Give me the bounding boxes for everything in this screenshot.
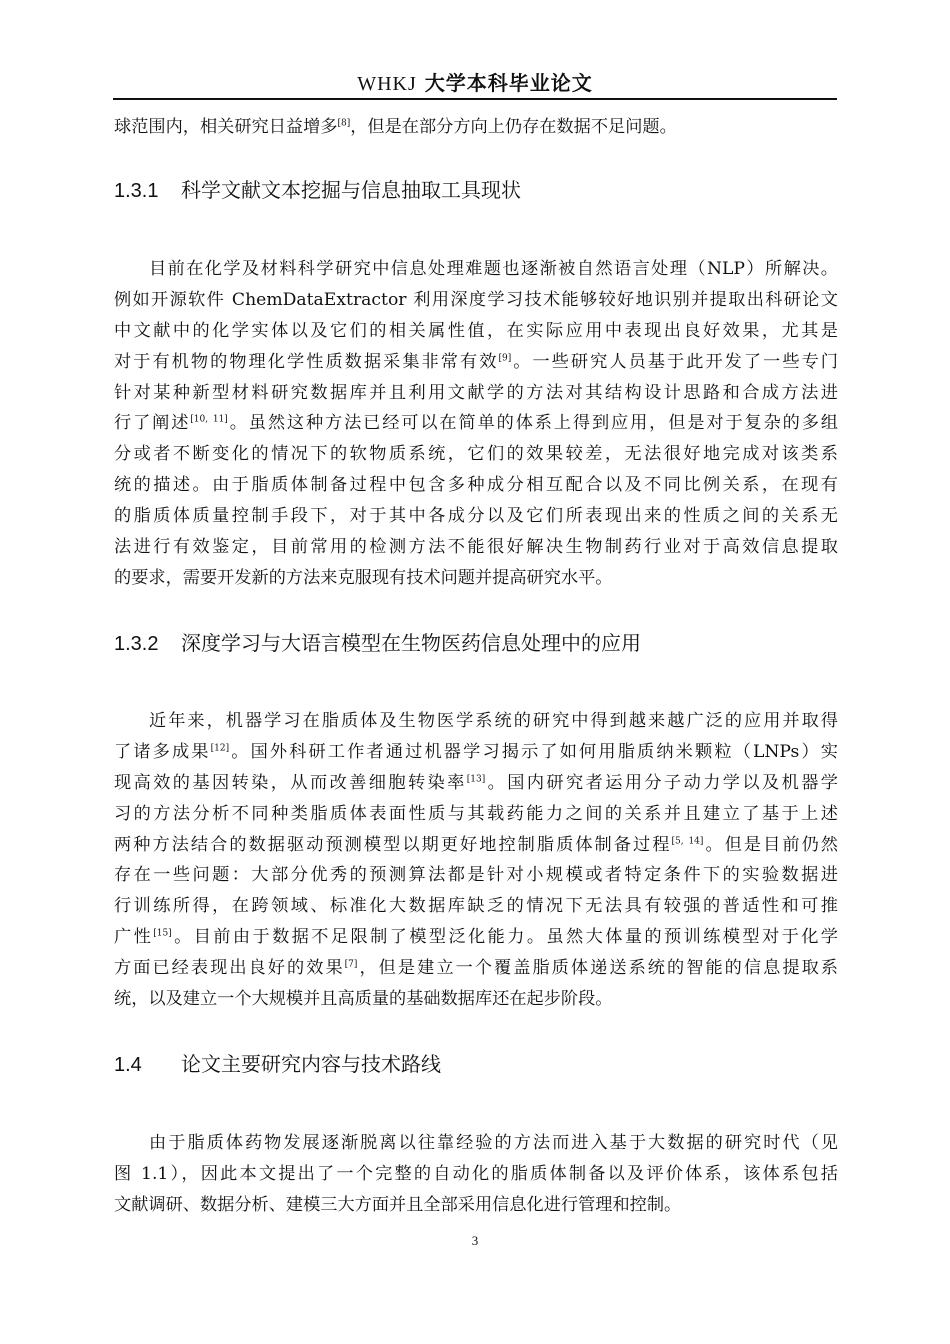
section-heading-1-3-1 (114, 175, 521, 206)
header-rule (113, 98, 837, 100)
paragraph-line: 习的方法分析不同种类脂质体表面性质与其载药能力之间的关系并且建立了基于上述 (114, 803, 838, 824)
paragraph-line: 现高效的基因转染，从而改善细胞转染率[13]。国内研究者运用分子动力学以及机器学 (114, 772, 838, 793)
paragraph-line: 行了阐述[10, 11]。虽然这种方法已经可以在简单的体系上得到应用，但是对于复杂的多组 (114, 413, 838, 434)
citation-marker: [15] (153, 928, 172, 939)
paragraph-line: 目前在化学及材料科学研究中信息处理难题也逐渐被自然语言处理（NLP）所解决。 (149, 259, 838, 279)
paragraph-line: 图 1.1），因此本文提出了一个完整的自动化的脂质体制备以及评价体系，该体系包括 (114, 1163, 838, 1184)
paragraph-line: 法进行有效鉴定，目前常用的检测方法不能很好解决生物制药行业对于高效信息提取 (114, 537, 838, 558)
paragraph-line: 对于有机物的物理化学性质数据采集非常有效[9]。一些研究人员基于此开发了一些专门 (114, 351, 838, 372)
paragraph-line: 中文献中的化学实体以及它们的相关属性值，在实际应用中表现出良好效果，尤其是 (114, 320, 838, 341)
paragraph-line: 广性[15]。目前由于数据不足限制了模型泛化能力。虽然大体量的预训练模型对于化学 (114, 927, 838, 948)
citation-marker: [10, 11] (190, 414, 228, 425)
section-number: 1.3.1 (114, 180, 159, 202)
paragraph-line: 文献调研、数据分析、建模三大方面并且全部采用信息化进行管理和控制。 (114, 1194, 682, 1215)
citation-marker: [12] (210, 743, 230, 754)
section-heading-1-3-2 (114, 628, 641, 659)
paragraph-line: 的要求，需要开发新的方法来克服现有技术问题并提高研究水平。 (114, 567, 613, 588)
section-title: 深度学习与大语言模型在生物医药信息处理中的应用 (181, 631, 641, 655)
paragraph-line: 方面已经表现出良好的效果[7]，但是建立一个覆盖脂质体递送系统的智能的信息提取系 (114, 958, 838, 979)
section-number: 1.4 (114, 1054, 142, 1076)
paragraph-line: 的脂质体质量控制手段下，对于其中各成分以及它们所表现出来的性质之间的关系无 (114, 506, 838, 527)
page-number: 3 (471, 1233, 479, 1248)
paragraph-line: 例如开源软件 ChemDataExtractor 利用深度学习技术能够较好地识别并提取出科研论文 (114, 289, 838, 310)
paragraph-line: 针对某种新型材料研究数据库并且利用文献学的方法对其结构设计思路和合成方法进 (114, 382, 838, 403)
citation-marker: [5, 14] (671, 835, 704, 846)
section-heading-1-4 (114, 1049, 441, 1080)
paragraph-line: 统的描述。由于脂质体制备过程中包含多种成分相互配合以及不同比例关系，在现有 (114, 475, 838, 496)
paragraph-line: 球范围内，相关研究日益增多[8]，但是在部分方向上仍存在数据不足问题。 (114, 117, 677, 137)
citation-marker: [13] (466, 774, 486, 785)
header-code: WHKJ (357, 73, 417, 95)
paragraph-line: 分或者不断变化的情况下的软物质系统，它们的效果较差，无法很好地完成对该类系 (114, 444, 838, 465)
citation-marker: [9] (498, 352, 512, 363)
header-title: 大学本科毕业论文 (424, 71, 593, 95)
intro-paragraph (114, 112, 838, 143)
section-title: 论文主要研究内容与技术路线 (181, 1052, 441, 1076)
citation-marker: [8] (337, 118, 351, 129)
citation-marker: [7] (344, 959, 358, 970)
section-1-4-paragraph (114, 1128, 838, 1221)
paragraph-line: 存在一些问题：大部分优秀的预测算法都是针对小规模或者特定条件下的实验数据进 (114, 865, 838, 886)
section-title: 科学文献文本挖掘与信息抽取工具现状 (181, 178, 521, 202)
page-header (113, 70, 837, 97)
section-1-3-1-paragraph (114, 254, 838, 594)
paragraph-line: 近年来，机器学习在脂质体及生物医学系统的研究中得到越来越广泛的应用并取得 (149, 711, 838, 731)
paragraph-line: 统，以及建立一个大规模并且高质量的基础数据库还在起步阶段。 (114, 989, 613, 1010)
paragraph-line: 行训练所得，在跨领域、标准化大数据库缺乏的情况下无法具有较强的普适性和可推 (114, 896, 838, 917)
section-1-3-2-paragraph (114, 706, 838, 1015)
paragraph-line: 两种方法结合的数据驱动预测模型以期更好地控制脂质体制备过程[5, 14]。但是目前仍然 (114, 834, 838, 855)
paragraph-line: 了诸多成果[12]。国外科研工作者通过机器学习揭示了如何用脂质纳米颗粒（LNPs）实 (114, 741, 838, 762)
paragraph-line: 由于脂质体药物发展逐渐脱离以往靠经验的方法而进入基于大数据的研究时代（见 (149, 1133, 838, 1153)
section-number: 1.3.2 (114, 633, 159, 655)
